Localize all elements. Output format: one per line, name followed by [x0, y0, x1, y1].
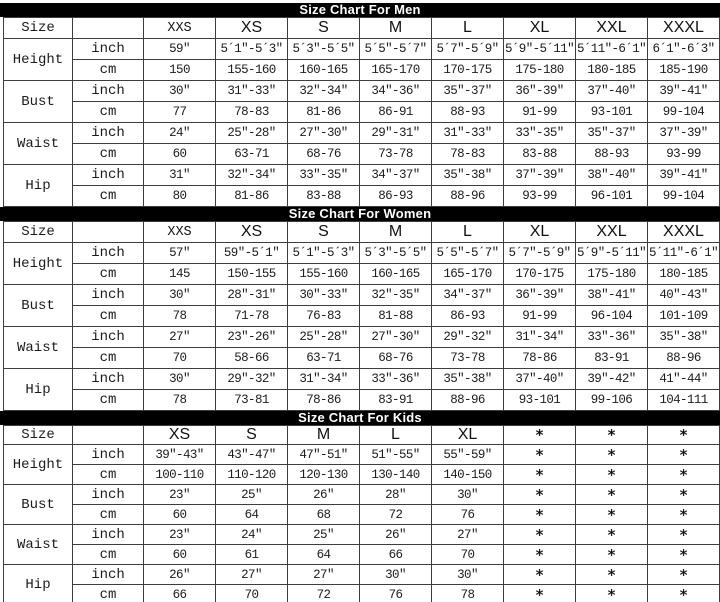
size-value-cell: 31"-34" — [504, 327, 576, 348]
size-value-cell: 27″ — [144, 327, 216, 348]
size-value-cell: * — [648, 485, 720, 505]
size-value-cell: 64 — [288, 545, 360, 565]
size-value-cell: 185-190 — [648, 60, 720, 81]
size-value-cell: 120-130 — [288, 465, 360, 485]
data-row — [4, 545, 720, 565]
size-value-cell: 68-76 — [360, 348, 432, 369]
size-value-cell: 35"-37" — [432, 81, 504, 102]
size-value-cell: 155-160 — [288, 264, 360, 285]
size-value-cell: 57″ — [144, 243, 216, 264]
unit-label: inch — [73, 565, 144, 585]
size-value-cell: 32"-34" — [288, 81, 360, 102]
size-value-cell: 25"-28" — [288, 327, 360, 348]
data-row — [4, 264, 720, 285]
size-value-cell: 86-91 — [360, 102, 432, 123]
size-value-cell: * — [576, 545, 648, 565]
column-header: XL — [504, 18, 576, 39]
size-value-cell: 26" — [288, 485, 360, 505]
size-value-cell: 91-99 — [504, 306, 576, 327]
size-value-cell: 96-101 — [576, 186, 648, 207]
size-value-cell: 78-86 — [288, 390, 360, 411]
size-value-cell: 72 — [360, 505, 432, 525]
data-row — [4, 525, 720, 545]
measurement-label: Height — [4, 243, 73, 285]
data-row — [4, 39, 720, 60]
measurement-label: Waist — [4, 525, 73, 565]
unit-header-empty — [73, 426, 144, 445]
size-value-cell: 51"-55" — [360, 445, 432, 465]
size-value-cell: * — [504, 545, 576, 565]
size-value-cell: 5´9"-5´11" — [504, 39, 576, 60]
unit-label: inch — [73, 165, 144, 186]
size-value-cell: 27" — [432, 525, 504, 545]
size-value-cell: 5´1"-5´3" — [216, 39, 288, 60]
unit-label: cm — [73, 545, 144, 565]
column-header: XL — [504, 222, 576, 243]
size-value-cell: 93-99 — [648, 144, 720, 165]
size-value-cell: 61 — [216, 545, 288, 565]
size-value-cell: 88-96 — [432, 186, 504, 207]
size-value-cell: 5´1"-5´3" — [288, 243, 360, 264]
column-header: XS — [216, 222, 288, 243]
size-value-cell: 83-91 — [576, 348, 648, 369]
size-value-cell: 34"-37" — [432, 285, 504, 306]
size-value-cell: 43"-47" — [216, 445, 288, 465]
unit-label: inch — [73, 123, 144, 144]
section-title-bar — [0, 3, 720, 17]
unit-label: cm — [73, 60, 144, 81]
size-value-cell: 76-83 — [288, 306, 360, 327]
size-value-cell: * — [576, 525, 648, 545]
unit-header-empty — [73, 18, 144, 39]
size-value-cell: 76 — [432, 505, 504, 525]
size-value-cell: * — [504, 505, 576, 525]
measurement-label: Height — [4, 445, 73, 485]
size-chart-section-kids — [0, 411, 720, 602]
size-value-cell: 36"-39" — [504, 285, 576, 306]
size-value-cell: 93-99 — [504, 186, 576, 207]
unit-label: cm — [73, 102, 144, 123]
column-header: M — [288, 426, 360, 445]
size-value-cell: 86-93 — [432, 306, 504, 327]
size-value-cell: 83-88 — [504, 144, 576, 165]
size-value-cell: 28"-31" — [216, 285, 288, 306]
size-value-cell: 27" — [288, 565, 360, 585]
measurement-label: Height — [4, 39, 73, 81]
size-value-cell: 68-76 — [288, 144, 360, 165]
size-value-cell: 66 — [144, 585, 216, 602]
size-value-cell: 78-86 — [504, 348, 576, 369]
data-row — [4, 243, 720, 264]
size-value-cell: 24" — [216, 525, 288, 545]
size-value-cell: 170-175 — [504, 264, 576, 285]
column-header: L — [432, 222, 504, 243]
size-value-cell: * — [504, 565, 576, 585]
data-row — [4, 465, 720, 485]
size-value-cell: 39″-43″ — [144, 445, 216, 465]
size-value-cell: * — [648, 565, 720, 585]
unit-label: inch — [73, 525, 144, 545]
size-value-cell: 25" — [216, 485, 288, 505]
size-header-label: Size — [4, 18, 73, 39]
size-value-cell: 29"-32" — [432, 327, 504, 348]
size-value-cell: 78-83 — [432, 144, 504, 165]
size-value-cell: 170-175 — [432, 60, 504, 81]
size-value-cell: 83-88 — [288, 186, 360, 207]
unit-label: cm — [73, 390, 144, 411]
column-header: M — [360, 222, 432, 243]
size-value-cell: 39"-41" — [648, 165, 720, 186]
size-value-cell: 23" — [144, 485, 216, 505]
data-row — [4, 505, 720, 525]
size-value-cell: 71-78 — [216, 306, 288, 327]
unit-label: inch — [73, 445, 144, 465]
column-header: XXXL — [648, 222, 720, 243]
size-value-cell: 70 — [216, 585, 288, 602]
unit-label: inch — [73, 369, 144, 390]
size-value-cell: 30″ — [144, 285, 216, 306]
size-value-cell: 96-104 — [576, 306, 648, 327]
data-row — [4, 144, 720, 165]
size-value-cell: 35"-38" — [432, 369, 504, 390]
size-value-cell: 5´3"-5´5" — [360, 243, 432, 264]
size-value-cell: * — [504, 485, 576, 505]
measurement-label: Waist — [4, 123, 73, 165]
size-value-cell: 59"-5´1" — [216, 243, 288, 264]
column-header: XXXL — [648, 18, 720, 39]
size-value-cell: 78 — [432, 585, 504, 602]
column-header: * — [504, 426, 576, 445]
size-value-cell: 33"-36" — [360, 369, 432, 390]
data-row — [4, 390, 720, 411]
size-value-cell: 31″ — [144, 165, 216, 186]
size-value-cell: 78 — [144, 306, 216, 327]
data-row — [4, 285, 720, 306]
size-value-cell: * — [648, 505, 720, 525]
size-value-cell: 64 — [216, 505, 288, 525]
size-value-cell: 73-78 — [360, 144, 432, 165]
size-value-cell: * — [648, 525, 720, 545]
unit-label: cm — [73, 186, 144, 207]
size-value-cell: 25"-28" — [216, 123, 288, 144]
column-header: XL — [432, 426, 504, 445]
column-header: XXS — [144, 222, 216, 243]
size-table-men — [3, 17, 720, 207]
size-value-cell: 175-180 — [576, 264, 648, 285]
section-title-bar — [0, 411, 720, 425]
size-value-cell: 76 — [360, 585, 432, 602]
size-value-cell: 88-93 — [432, 102, 504, 123]
size-value-cell: 80 — [144, 186, 216, 207]
size-value-cell: 130-140 — [360, 465, 432, 485]
size-value-cell: 31"-33" — [216, 81, 288, 102]
column-header: S — [288, 18, 360, 39]
column-header: M — [360, 18, 432, 39]
measurement-label: Hip — [4, 165, 73, 207]
size-value-cell: 72 — [288, 585, 360, 602]
unit-label: inch — [73, 485, 144, 505]
size-value-cell: 25" — [288, 525, 360, 545]
unit-label: cm — [73, 264, 144, 285]
size-value-cell: 5´11"-6´1" — [576, 39, 648, 60]
size-value-cell: 33"-35" — [504, 123, 576, 144]
size-value-cell: 110-120 — [216, 465, 288, 485]
size-value-cell: 88-96 — [432, 390, 504, 411]
size-chart-section-women — [0, 207, 720, 411]
size-value-cell: 37"-40" — [504, 369, 576, 390]
column-header: L — [432, 18, 504, 39]
size-value-cell: 29"-32" — [216, 369, 288, 390]
unit-label: cm — [73, 144, 144, 165]
size-value-cell: 165-170 — [360, 60, 432, 81]
size-value-cell: 33"-35" — [288, 165, 360, 186]
size-value-cell: 73-81 — [216, 390, 288, 411]
size-value-cell: 23" — [144, 525, 216, 545]
size-value-cell: 31"-34" — [288, 369, 360, 390]
data-row — [4, 60, 720, 81]
section-title: Size Chart For Kids — [298, 410, 422, 425]
size-value-cell: 30″ — [144, 369, 216, 390]
size-value-cell: * — [648, 585, 720, 602]
size-value-cell: 99-106 — [576, 390, 648, 411]
data-row — [4, 306, 720, 327]
size-value-cell: 99-104 — [648, 102, 720, 123]
size-value-cell: 81-86 — [288, 102, 360, 123]
size-value-cell: 60 — [144, 545, 216, 565]
data-row — [4, 165, 720, 186]
size-value-cell: 36"-39" — [504, 81, 576, 102]
size-value-cell: 93-101 — [576, 102, 648, 123]
size-value-cell: 26" — [144, 565, 216, 585]
size-value-cell: 81-88 — [360, 306, 432, 327]
size-value-cell: 160-165 — [288, 60, 360, 81]
size-value-cell: 41"-44" — [648, 369, 720, 390]
unit-label: inch — [73, 327, 144, 348]
size-value-cell: 63-71 — [288, 348, 360, 369]
size-value-cell: 150 — [144, 60, 216, 81]
size-value-cell: * — [648, 465, 720, 485]
size-value-cell: * — [576, 465, 648, 485]
size-value-cell: 32"-35" — [360, 285, 432, 306]
size-value-cell: 66 — [360, 545, 432, 565]
unit-header-empty — [73, 222, 144, 243]
size-value-cell: * — [504, 465, 576, 485]
column-header: * — [648, 426, 720, 445]
size-header-row — [4, 222, 720, 243]
data-row — [4, 445, 720, 465]
column-header: S — [216, 426, 288, 445]
size-value-cell: 180-185 — [648, 264, 720, 285]
size-value-cell: 30" — [432, 485, 504, 505]
size-value-cell: * — [576, 485, 648, 505]
size-value-cell: 27"-30" — [360, 327, 432, 348]
unit-label: cm — [73, 505, 144, 525]
column-header: * — [576, 426, 648, 445]
size-value-cell: 83-91 — [360, 390, 432, 411]
size-value-cell: 91-99 — [504, 102, 576, 123]
size-value-cell: 34"-36" — [360, 81, 432, 102]
size-value-cell: 28" — [360, 485, 432, 505]
size-value-cell: 55"-59" — [432, 445, 504, 465]
data-row — [4, 186, 720, 207]
size-header-row — [4, 18, 720, 39]
size-value-cell: 101-109 — [648, 306, 720, 327]
size-value-cell: 32"-34" — [216, 165, 288, 186]
size-value-cell: 5´5"-5´7" — [432, 243, 504, 264]
size-value-cell: 99-104 — [648, 186, 720, 207]
size-value-cell: 155-160 — [216, 60, 288, 81]
size-header-label: Size — [4, 426, 73, 445]
size-value-cell: 5´3"-5´5" — [288, 39, 360, 60]
data-row — [4, 81, 720, 102]
size-value-cell: 29"-31" — [360, 123, 432, 144]
size-value-cell: 73-78 — [432, 348, 504, 369]
size-value-cell: 58-66 — [216, 348, 288, 369]
size-value-cell: 47"-51" — [288, 445, 360, 465]
size-value-cell: 100-110 — [144, 465, 216, 485]
size-value-cell: 150-155 — [216, 264, 288, 285]
size-value-cell: 78 — [144, 390, 216, 411]
size-value-cell: 104-111 — [648, 390, 720, 411]
size-value-cell: 39"-42" — [576, 369, 648, 390]
data-row — [4, 348, 720, 369]
size-value-cell: 68 — [288, 505, 360, 525]
measurement-label: Waist — [4, 327, 73, 369]
measurement-label: Hip — [4, 565, 73, 602]
column-header: S — [288, 222, 360, 243]
size-header-row — [4, 426, 720, 445]
size-value-cell: 39"-41" — [648, 81, 720, 102]
size-value-cell: 160-165 — [360, 264, 432, 285]
size-value-cell: 165-170 — [432, 264, 504, 285]
size-value-cell: 37"-40" — [576, 81, 648, 102]
size-value-cell: 88-93 — [576, 144, 648, 165]
size-value-cell: 60 — [144, 505, 216, 525]
measurement-label: Bust — [4, 485, 73, 525]
size-table-kids — [3, 425, 720, 602]
size-value-cell: 38"-40" — [576, 165, 648, 186]
size-value-cell: 37"-39" — [504, 165, 576, 186]
size-value-cell: 5´5"-5´7" — [360, 39, 432, 60]
column-header: XS — [216, 18, 288, 39]
size-value-cell: 23"-26" — [216, 327, 288, 348]
size-value-cell: 33"-36" — [576, 327, 648, 348]
size-value-cell: 6´1"-6´3" — [648, 39, 720, 60]
size-header-label: Size — [4, 222, 73, 243]
data-row — [4, 327, 720, 348]
size-value-cell: 40"-43" — [648, 285, 720, 306]
unit-label: inch — [73, 81, 144, 102]
size-value-cell: 77 — [144, 102, 216, 123]
size-value-cell: 35"-38" — [432, 165, 504, 186]
size-value-cell: 63-71 — [216, 144, 288, 165]
size-value-cell: 27"-30" — [288, 123, 360, 144]
unit-label: cm — [73, 306, 144, 327]
unit-label: cm — [73, 348, 144, 369]
size-value-cell: 30"-33" — [288, 285, 360, 306]
size-value-cell: 31"-33" — [432, 123, 504, 144]
size-value-cell: * — [576, 505, 648, 525]
measurement-label: Hip — [4, 369, 73, 411]
size-value-cell: 86-93 — [360, 186, 432, 207]
size-table-women — [3, 221, 720, 411]
size-value-cell: * — [504, 525, 576, 545]
size-value-cell: 30" — [432, 565, 504, 585]
size-value-cell: * — [504, 445, 576, 465]
data-row — [4, 585, 720, 602]
data-row — [4, 485, 720, 505]
unit-label: inch — [73, 243, 144, 264]
size-value-cell: 70 — [432, 545, 504, 565]
size-value-cell: 5´7"-5´9" — [432, 39, 504, 60]
size-value-cell: 30" — [360, 565, 432, 585]
data-row — [4, 102, 720, 123]
section-title: Size Chart For Men — [299, 2, 421, 17]
size-value-cell: 5´11"-6´1" — [648, 243, 720, 264]
size-value-cell: 140-150 — [432, 465, 504, 485]
size-value-cell: 88-96 — [648, 348, 720, 369]
section-title-bar — [0, 207, 720, 221]
column-header: XS — [144, 426, 216, 445]
measurement-label: Bust — [4, 81, 73, 123]
unit-label: inch — [73, 285, 144, 306]
size-value-cell: 34"-37" — [360, 165, 432, 186]
size-value-cell: 78-83 — [216, 102, 288, 123]
size-value-cell: * — [576, 565, 648, 585]
unit-label: inch — [73, 39, 144, 60]
size-value-cell: 30″ — [144, 81, 216, 102]
size-value-cell: 5´9"-5´11" — [576, 243, 648, 264]
column-header: XXS — [144, 18, 216, 39]
data-row — [4, 369, 720, 390]
size-value-cell: 180-185 — [576, 60, 648, 81]
size-value-cell: * — [576, 445, 648, 465]
measurement-label: Bust — [4, 285, 73, 327]
size-value-cell: 37"-39" — [648, 123, 720, 144]
column-header: XXL — [576, 18, 648, 39]
size-value-cell: * — [648, 545, 720, 565]
section-title: Size Chart For Women — [288, 206, 432, 221]
size-value-cell: 81-86 — [216, 186, 288, 207]
size-value-cell: 26" — [360, 525, 432, 545]
size-value-cell: 38"-41" — [576, 285, 648, 306]
size-value-cell: 35"-38" — [648, 327, 720, 348]
size-value-cell: 60 — [144, 144, 216, 165]
size-value-cell: * — [648, 445, 720, 465]
size-value-cell: 24″ — [144, 123, 216, 144]
size-value-cell: 35"-37" — [576, 123, 648, 144]
data-row — [4, 565, 720, 585]
size-value-cell: * — [576, 585, 648, 602]
column-header: L — [360, 426, 432, 445]
unit-label: cm — [73, 585, 144, 602]
size-chart-section-men — [0, 3, 720, 207]
size-value-cell: 70 — [144, 348, 216, 369]
data-row — [4, 123, 720, 144]
size-value-cell: 59″ — [144, 39, 216, 60]
size-value-cell: 145 — [144, 264, 216, 285]
size-value-cell: * — [504, 585, 576, 602]
size-value-cell: 93-101 — [504, 390, 576, 411]
column-header: XXL — [576, 222, 648, 243]
size-value-cell: 5´7"-5´9" — [504, 243, 576, 264]
size-value-cell: 27" — [216, 565, 288, 585]
unit-label: cm — [73, 465, 144, 485]
size-value-cell: 175-180 — [504, 60, 576, 81]
